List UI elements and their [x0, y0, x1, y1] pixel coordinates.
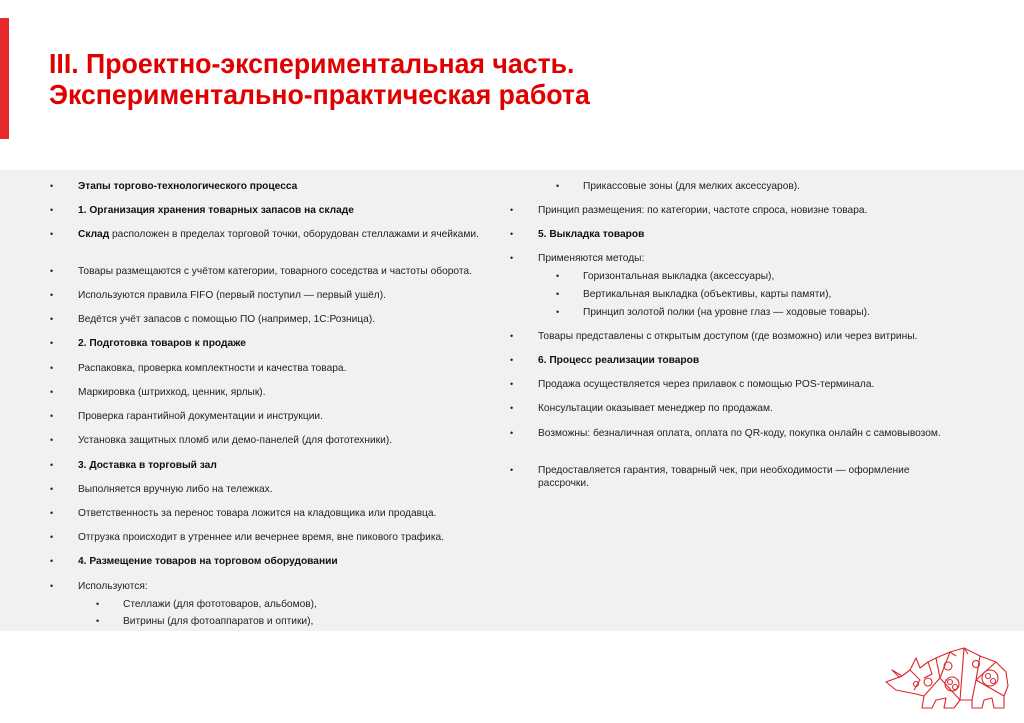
bold-text: 4. Размещение товаров на торговом оборудовании: [78, 556, 338, 567]
bullet-icon: •: [50, 460, 54, 470]
list-item-text: [50, 555, 510, 568]
list-item-text: [50, 507, 510, 520]
list-item-text: [50, 228, 510, 241]
list-item-text: [510, 288, 960, 301]
section-heading: [510, 228, 960, 241]
regular-text: Стеллажи (для фототоваров, альбомов),: [123, 599, 317, 610]
section-heading: [50, 337, 510, 350]
regular-text: Товары представлены с открытым доступом (где возможно) или через витрины.: [538, 331, 918, 342]
list-item: [50, 531, 510, 544]
list-item: [50, 362, 510, 375]
list-item: [510, 204, 960, 217]
slide-title: [49, 48, 590, 110]
bullet-icon: •: [510, 205, 514, 215]
bullet-icon: •: [510, 465, 514, 475]
list-item: [50, 598, 510, 611]
bullet-icon: •: [50, 581, 54, 591]
regular-text: Возможны: безналичная оплата, оплата по QR-коду, покупка онлайн с самовывозом.: [538, 428, 941, 439]
section-heading: [50, 180, 510, 193]
regular-text: Продажа осуществляется через прилавок с помощью POS-терминала.: [538, 379, 875, 390]
list-item: [50, 386, 510, 399]
bold-text: 2. Подготовка товаров к продаже: [78, 338, 246, 349]
regular-text: Товары размещаются с учётом категории, товарного соседства и частоты оборота.: [78, 266, 472, 277]
regular-text: Маркировка (штрихкод, ценник, ярлык).: [78, 387, 266, 398]
list-item-text: [510, 252, 960, 265]
list-item: [510, 402, 960, 415]
bullet-icon: •: [50, 508, 54, 518]
bullet-icon: •: [556, 307, 560, 317]
list-item: [50, 434, 510, 447]
regular-text: Ведётся учёт запасов с помощью ПО (например, 1С:Розница).: [78, 314, 376, 325]
section-heading: [50, 459, 510, 472]
bullet-icon: •: [50, 290, 54, 300]
list-item-text: [50, 531, 510, 544]
list-item-text: [50, 615, 510, 628]
list-item-text: [510, 330, 960, 343]
list-item-text: [510, 228, 960, 241]
list-item-text: [510, 306, 960, 319]
bullet-icon: •: [96, 599, 100, 609]
section-heading: [50, 204, 510, 217]
list-item-text: [510, 354, 960, 367]
bullet-icon: •: [510, 229, 514, 239]
bullet-icon: •: [50, 484, 54, 494]
bullet-icon: •: [556, 181, 560, 191]
bullet-icon: •: [510, 403, 514, 413]
bold-text: 1. Организация хранения товарных запасов на складе: [78, 205, 354, 216]
regular-text: Установка защитных пломб или демо-панелей (для фототехники).: [78, 435, 393, 446]
list-item: [510, 464, 960, 490]
regular-text: Витрины (для фотоаппаратов и оптики),: [123, 616, 314, 627]
bullet-icon: •: [556, 271, 560, 281]
regular-text: Отгрузка происходит в утреннее или вечернее время, вне пикового трафика.: [78, 532, 445, 543]
list-item-text: [50, 598, 510, 611]
list-item: [510, 306, 960, 319]
list-item-text: [50, 289, 510, 302]
list-item-text: [510, 402, 960, 415]
bullet-icon: •: [50, 266, 54, 276]
regular-text: Проверка гарантийной документации и инструкции.: [78, 411, 323, 422]
bullet-icon: •: [50, 229, 54, 239]
regular-text: Применяются методы:: [538, 253, 645, 264]
list-item-text: [50, 410, 510, 423]
accent-bar: [0, 18, 9, 139]
regular-text: Принцип размещения: по категории, частоте спроса, новизне товара.: [538, 205, 868, 216]
list-item-text: [50, 459, 510, 472]
list-item: [50, 483, 510, 496]
list-item: [510, 427, 960, 440]
bullet-icon: •: [50, 556, 54, 566]
regular-text: Вертикальная выкладка (объективы, карты памяти),: [583, 289, 832, 300]
bold-text: 6. Процесс реализации товаров: [538, 355, 700, 366]
list-item: [50, 289, 510, 302]
slide-title-line-2: Экспериментально-практическая работа: [49, 79, 590, 110]
bullet-icon: •: [50, 205, 54, 215]
rhino-logo-icon: [880, 640, 1015, 715]
list-item: [50, 265, 510, 278]
bullet-icon: •: [50, 314, 54, 324]
bold-text: 3. Доставка в торговый зал: [78, 460, 217, 471]
regular-text: Предоставляется гарантия, товарный чек, при необходимости — оформление рассрочки.: [538, 465, 910, 489]
list-item: [50, 313, 510, 326]
bold-text: 5. Выкладка товаров: [538, 229, 645, 240]
section-heading: [50, 555, 510, 568]
slide-title-line-1: III. Проектно-экспериментальная часть.: [49, 48, 575, 79]
list-item-text: [510, 464, 960, 490]
list-item-text: [510, 180, 960, 193]
bullet-icon: •: [510, 331, 514, 341]
regular-text: Используются:: [78, 581, 148, 592]
list-item-text: [50, 434, 510, 447]
list-item-text: [50, 313, 510, 326]
list-item: [510, 288, 960, 301]
bold-text: Склад: [78, 229, 110, 240]
bullet-icon: •: [50, 338, 54, 348]
bullet-icon: •: [96, 616, 100, 626]
list-item-text: [510, 378, 960, 391]
bullet-icon: •: [510, 428, 514, 438]
list-item-text: [50, 362, 510, 375]
regular-text: Ответственность за перенос товара ложится на кладовщика или продавца.: [78, 508, 437, 519]
list-item: [50, 580, 510, 593]
list-item: [510, 252, 960, 265]
regular-text: Горизонтальная выкладка (аксессуары),: [583, 271, 775, 282]
list-item: [510, 330, 960, 343]
bullet-icon: •: [50, 411, 54, 421]
list-item: [510, 270, 960, 283]
regular-text: Распаковка, проверка комплектности и качества товара.: [78, 363, 347, 374]
regular-text: Прикассовые зоны (для мелких аксессуаров).: [583, 181, 800, 192]
bullet-icon: •: [556, 289, 560, 299]
list-item-text: [50, 204, 510, 217]
list-item-text: [50, 386, 510, 399]
bold-text: Этапы торгово-технологического процесса: [78, 181, 298, 192]
list-item: [510, 378, 960, 391]
bullet-icon: •: [50, 181, 54, 191]
list-item: [50, 410, 510, 423]
section-heading: [510, 354, 960, 367]
bullet-icon: •: [510, 379, 514, 389]
list-item-text: [50, 265, 510, 278]
regular-text: Используются правила FIFO (первый поступил — первый ушёл).: [78, 290, 386, 301]
list-item-text: [510, 270, 960, 283]
regular-text: Принцип золотой полки (на уровне глаз — ходовые товары).: [583, 307, 870, 318]
list-item-text: [50, 180, 510, 193]
regular-text: расположен в пределах торговой точки, оборудован стеллажами и ячейками.: [109, 229, 479, 240]
regular-text: Консультации оказывает менеджер по продажам.: [538, 403, 773, 414]
content-box: [0, 170, 1024, 631]
list-item-text: [510, 427, 960, 440]
list-item-text: [50, 337, 510, 350]
list-item: [50, 228, 510, 241]
list-item-text: [510, 204, 960, 217]
bullet-icon: •: [50, 532, 54, 542]
list-item: [50, 615, 510, 628]
regular-text: Выполняется вручную либо на тележках.: [78, 484, 273, 495]
bullet-icon: •: [510, 355, 514, 365]
list-item-text: [50, 580, 510, 593]
bullet-icon: •: [510, 253, 514, 263]
list-item: [510, 180, 960, 193]
list-item: [50, 507, 510, 520]
bullet-icon: •: [50, 363, 54, 373]
list-item-text: [50, 483, 510, 496]
bullet-icon: •: [50, 435, 54, 445]
bullet-icon: •: [50, 387, 54, 397]
